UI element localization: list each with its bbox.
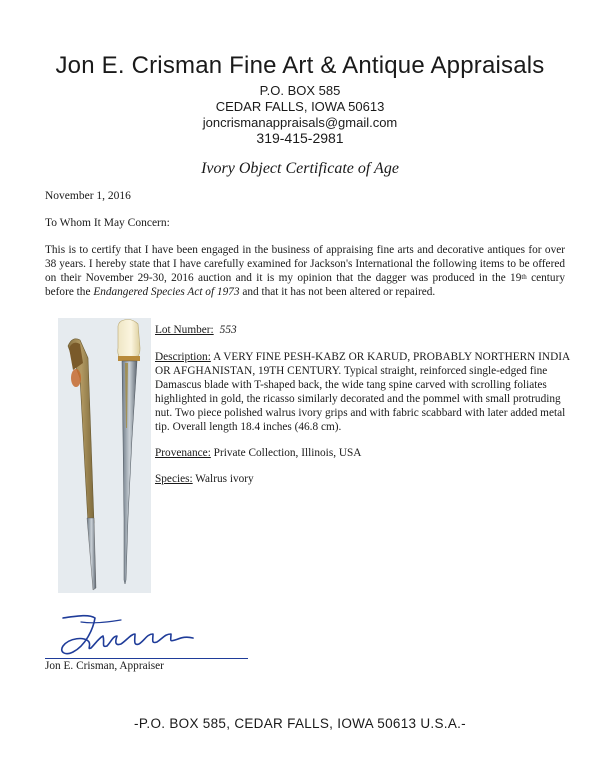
- paragraph-text-1: This is to certify that I have been engaged in the business of appraising fine arts and decorative antiques for over 38 years. I hereby state that I have carefully examined for Jackson's International the following items to be offered on their November 29-30, 2016 auction and it is my opinion that the dagger was produced in the 19: [45, 244, 565, 284]
- paragraph-superscript: th: [521, 273, 527, 281]
- paragraph-text-2: century before the: [45, 272, 565, 298]
- certification-paragraph: [45, 243, 565, 299]
- header-po-box: P.O. BOX 585: [259, 83, 341, 98]
- company-name: Jon E. Crisman Fine Art & Antique Appraisals: [55, 52, 545, 79]
- dagger-photo: [58, 318, 151, 593]
- provenance-label: Provenance:: [155, 447, 211, 459]
- signer-name: Jon E. Crisman, Appraiser: [45, 660, 164, 672]
- header-city: CEDAR FALLS, IOWA 50613: [215, 99, 385, 114]
- footer-address: -P.O. BOX 585, CEDAR FALLS, IOWA 50613 U.S.A.-: [134, 716, 466, 731]
- species-field: [155, 472, 254, 486]
- provenance-value: Private Collection, Illinois, USA: [213, 447, 362, 459]
- species-value: Walrus ivory: [195, 473, 254, 485]
- lot-number-label: Lot Number:: [155, 324, 214, 336]
- signature-line: [45, 658, 248, 659]
- endangered-species-act: Endangered Species Act of 1973: [93, 286, 240, 298]
- header-email: joncrismanappraisals@gmail.com: [202, 115, 398, 130]
- lot-number-field: [155, 323, 237, 337]
- handwritten-signature: [55, 612, 205, 660]
- certificate-title: Ivory Object Certificate of Age: [201, 160, 399, 177]
- header-phone: 319-415-2981: [256, 130, 344, 146]
- description-text: A VERY FINE PESH-KABZ OR KARUD, PROBABLY NORTHERN INDIA OR AFGHANISTAN, 19TH CENTURY. Typical straight, reinforced single-edged fine Damascus blade with T-shaped back, the wide tang spine carved with scrolling foliates highlighted in gold, the ricasso similarly decorated and the pommel with small protruding nut. Two piece polished walrus ivory grips and with fabric scabbard with later added metal tip. Overall length 18.4 inches (46.8 cm).: [155, 351, 570, 433]
- letter-date: November 1, 2016: [45, 190, 131, 202]
- letter-greeting: To Whom It May Concern:: [45, 217, 170, 229]
- paragraph-text-3: and that it has not been altered or repaired.: [239, 286, 436, 298]
- lot-number-value: 553: [219, 324, 237, 336]
- description-field: [155, 350, 575, 434]
- provenance-field: [155, 446, 361, 460]
- description-label: Description:: [155, 351, 211, 363]
- dagger-illustration: [58, 318, 151, 593]
- species-label: Species:: [155, 473, 193, 485]
